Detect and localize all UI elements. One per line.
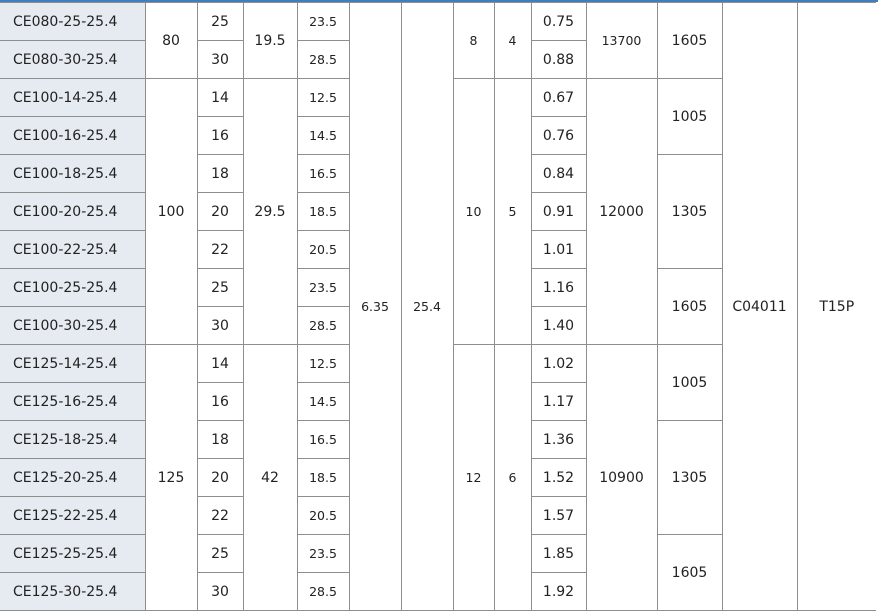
weight-cell: 1.36 (531, 421, 586, 459)
model-cell: CE080-25-25.4 (0, 3, 145, 41)
weight-cell: 0.88 (531, 41, 586, 79)
group-value-cell: 42 (243, 345, 297, 611)
size-cell: 14 (197, 79, 243, 117)
model-cell: CE100-18-25.4 (0, 155, 145, 193)
group-value-cell: 5 (494, 79, 531, 345)
length-cell: 28.5 (297, 573, 349, 611)
size-cell: 20 (197, 459, 243, 497)
size-cell: 22 (197, 497, 243, 535)
length-cell: 14.5 (297, 383, 349, 421)
size-cell: 14 (197, 345, 243, 383)
size-cell: 20 (197, 193, 243, 231)
model-cell: CE100-30-25.4 (0, 307, 145, 345)
rpm-cell: 13700 (586, 3, 657, 79)
size-cell: 18 (197, 421, 243, 459)
size-cell: 18 (197, 155, 243, 193)
group-value-cell: 6 (494, 345, 531, 611)
weight-cell: 1.92 (531, 573, 586, 611)
table-row (0, 3, 876, 41)
model-cell: CE080-30-25.4 (0, 41, 145, 79)
length-cell: 12.5 (297, 79, 349, 117)
shared-code-cell: C04011 (722, 3, 797, 611)
size-cell: 25 (197, 535, 243, 573)
model-cell: CE125-16-25.4 (0, 383, 145, 421)
group-value-cell: 19.5 (243, 3, 297, 79)
size-cell: 30 (197, 573, 243, 611)
model-cell: CE125-20-25.4 (0, 459, 145, 497)
weight-cell: 1.02 (531, 345, 586, 383)
model-cell: CE125-30-25.4 (0, 573, 145, 611)
diameter-cell: 100 (145, 79, 197, 345)
size-cell: 30 (197, 41, 243, 79)
model-cell: CE100-16-25.4 (0, 117, 145, 155)
code-cell: 1305 (657, 155, 722, 269)
weight-cell: 1.17 (531, 383, 586, 421)
model-cell: CE100-25-25.4 (0, 269, 145, 307)
length-cell: 12.5 (297, 345, 349, 383)
length-cell: 18.5 (297, 193, 349, 231)
length-cell: 20.5 (297, 231, 349, 269)
weight-cell: 0.84 (531, 155, 586, 193)
size-cell: 30 (197, 307, 243, 345)
diameter-cell: 125 (145, 345, 197, 611)
model-cell: CE100-22-25.4 (0, 231, 145, 269)
weight-cell: 1.16 (531, 269, 586, 307)
length-cell: 16.5 (297, 155, 349, 193)
weight-cell: 1.01 (531, 231, 586, 269)
weight-cell: 1.85 (531, 535, 586, 573)
code-cell: 1605 (657, 535, 722, 611)
model-cell: CE100-14-25.4 (0, 79, 145, 117)
rpm-cell: 12000 (586, 79, 657, 345)
length-cell: 14.5 (297, 117, 349, 155)
size-cell: 25 (197, 3, 243, 41)
size-cell: 16 (197, 117, 243, 155)
group-value-cell: 8 (453, 3, 494, 79)
group-value-cell: 12 (453, 345, 494, 611)
size-cell: 25 (197, 269, 243, 307)
length-cell: 23.5 (297, 269, 349, 307)
length-cell: 28.5 (297, 41, 349, 79)
code-cell: 1605 (657, 3, 722, 79)
model-cell: CE100-20-25.4 (0, 193, 145, 231)
product-spec-table (0, 2, 876, 611)
weight-cell: 0.75 (531, 3, 586, 41)
weight-cell: 1.52 (531, 459, 586, 497)
length-cell: 20.5 (297, 497, 349, 535)
group-value-cell: 10 (453, 79, 494, 345)
weight-cell: 0.91 (531, 193, 586, 231)
shared-code-cell: T15P (797, 3, 876, 611)
group-value-cell: 4 (494, 3, 531, 79)
code-cell: 1005 (657, 345, 722, 421)
diameter-cell: 80 (145, 3, 197, 79)
shared-value-cell: 25.4 (401, 3, 453, 611)
length-cell: 16.5 (297, 421, 349, 459)
model-cell: CE125-14-25.4 (0, 345, 145, 383)
shared-value-cell: 6.35 (349, 3, 401, 611)
rpm-cell: 10900 (586, 345, 657, 611)
size-cell: 22 (197, 231, 243, 269)
code-cell: 1005 (657, 79, 722, 155)
model-cell: CE125-25-25.4 (0, 535, 145, 573)
model-cell: CE125-22-25.4 (0, 497, 145, 535)
model-cell: CE125-18-25.4 (0, 421, 145, 459)
code-cell: 1605 (657, 269, 722, 345)
group-value-cell: 29.5 (243, 79, 297, 345)
code-cell: 1305 (657, 421, 722, 535)
length-cell: 23.5 (297, 535, 349, 573)
length-cell: 28.5 (297, 307, 349, 345)
weight-cell: 0.76 (531, 117, 586, 155)
length-cell: 18.5 (297, 459, 349, 497)
size-cell: 16 (197, 383, 243, 421)
length-cell: 23.5 (297, 3, 349, 41)
weight-cell: 0.67 (531, 79, 586, 117)
weight-cell: 1.57 (531, 497, 586, 535)
weight-cell: 1.40 (531, 307, 586, 345)
